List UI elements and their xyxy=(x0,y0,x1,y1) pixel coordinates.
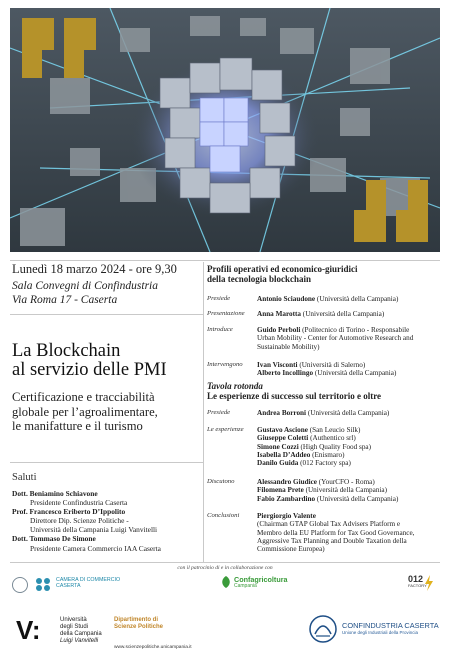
row-label: Introduce xyxy=(207,326,233,333)
event-date: Lunedì 18 marzo 2024 - ore 9,30 xyxy=(12,262,177,276)
event-subtitle xyxy=(12,390,158,434)
subtitle-line-1: Certificazione e tracciabilità xyxy=(12,390,155,404)
list-item xyxy=(257,426,440,434)
saluti-role: Presidente Confindustria Caserta xyxy=(30,498,128,508)
speaker-affiliation: (Università di Salerno) xyxy=(297,361,366,369)
department-logo: Dipartimento di Scienze Politiche xyxy=(114,617,164,630)
subtitle-line-2: globale per l’agroalimentare, xyxy=(12,404,158,419)
saluti-role: Direttore Dip. Scienze Politiche - xyxy=(30,516,129,526)
saluti-name: Dott. Beniamino Schiavone xyxy=(12,489,98,498)
round-table-label: Tavola rotonda xyxy=(207,381,263,391)
speaker-name: Alberto Incollingo xyxy=(257,369,314,378)
list-item xyxy=(257,459,440,467)
speaker-name: Antonio Sciaudone xyxy=(257,295,316,303)
speaker-affiliation: (012 Factory spa) xyxy=(298,459,351,468)
speaker-name: Isabella D’Addeo xyxy=(257,450,311,459)
speaker-affiliation: (San Leucio Silk) xyxy=(307,426,361,434)
vanvitelli-mark: V: xyxy=(16,615,41,645)
patronage-note: con il patrocinio di e in collaborazione con xyxy=(177,565,273,571)
speaker-affiliation: (Politecnico di Torino - Responsabile xyxy=(300,326,410,334)
list-item xyxy=(257,495,440,503)
speaker-affiliation: Aggressive Tax Planning and Double Taxation della xyxy=(257,536,407,545)
close-quote-icon xyxy=(354,178,430,244)
row-label: Presiede xyxy=(207,409,231,416)
organizer-logos xyxy=(10,612,440,660)
speaker-affiliation: (Università della Campania) xyxy=(315,494,399,503)
confindustria-seal-icon xyxy=(308,614,338,644)
speaker-name: Ivan Visconti xyxy=(257,361,298,369)
speaker-name: Piergiorgio Valente xyxy=(257,512,316,520)
top-rule xyxy=(10,260,440,261)
saluti-rule xyxy=(10,462,203,463)
event-title xyxy=(12,342,167,380)
speaker-affiliation: (Università della Campania) xyxy=(303,486,388,495)
speaker-affiliation: Urban Mobility - Center for Automotive Research and xyxy=(257,334,414,343)
row-label: Intervengono xyxy=(207,361,243,368)
speaker-affiliation: (Authentico srl) xyxy=(308,434,356,443)
row-label: Discutono xyxy=(207,478,235,485)
region-seal-icon xyxy=(12,577,28,593)
saluti-role: Università della Campania Luigi Vanvitelli xyxy=(30,525,158,535)
speaker-affiliation: Sustainable Mobility) xyxy=(257,342,320,351)
chamber-commerce-logo: CAMERA DI COMMERCIO CASERTA xyxy=(56,577,121,589)
factory-bolt-icon xyxy=(424,575,434,591)
speaker-affiliation: (Enismaro) xyxy=(310,450,345,459)
round-table-heading xyxy=(207,381,381,401)
list-item xyxy=(257,478,440,486)
patron-logos xyxy=(10,573,440,595)
saluti-list xyxy=(12,489,161,553)
speaker-affiliation: (Chairman GTAP Global Tax Advisers Platform e xyxy=(257,520,401,529)
speaker-affiliation: (Università della Campania) xyxy=(315,295,399,303)
saluti-name: Dott. Tommaso De Simone xyxy=(12,534,96,544)
speaker-affiliation: (YourCFO - Roma) xyxy=(316,478,375,486)
list-item xyxy=(257,443,440,451)
row-label: Presiede xyxy=(207,295,231,302)
program-heading xyxy=(207,264,358,284)
saluti-role: Presidente Camera Commercio IAA Caserta xyxy=(30,543,161,553)
speaker-name: Filomena Prete xyxy=(257,486,304,495)
venue-name: Sala Convegni di Confindustria xyxy=(12,280,158,292)
speaker-affiliation: (Università della Campania) xyxy=(306,409,390,417)
speaker-name: Andrea Borroni xyxy=(257,409,307,417)
venue-address: Via Roma 17 - Caserta xyxy=(12,294,118,306)
vanvitelli-logo: Università degli Studi della Campania Luigi Vanvitelli xyxy=(60,617,102,644)
speaker-name: Guido Perboli xyxy=(257,326,301,334)
speaker-name: Simone Cozzi xyxy=(257,442,299,451)
speaker-name: Gustavo Ascione xyxy=(257,426,308,434)
speaker-name: Danilo Guida xyxy=(257,459,299,468)
confindustria-logo: CONFINDUSTRIA CASERTA Unione degli Industriali della Provincia xyxy=(342,621,439,635)
confagricoltura-icon xyxy=(220,575,232,589)
list-item xyxy=(257,486,440,494)
speaker-name: Alessandro Giudice xyxy=(257,478,317,486)
list-item xyxy=(257,451,440,459)
open-quote-icon xyxy=(20,16,98,80)
speaker-affiliation: (Università della Campania) xyxy=(313,369,397,378)
chamber-commerce-icon xyxy=(34,576,52,592)
speaker-affiliation: (High Quality Food spa) xyxy=(298,442,372,451)
list-item xyxy=(257,434,440,442)
factory-logo: 012 FACTORY xyxy=(408,574,427,588)
speaker-name: Giuseppe Coletti xyxy=(257,434,309,443)
department-url: www.scienzepolitiche.unicampania.it xyxy=(114,645,192,650)
subtitle-line-3: le manifatture e il turismo xyxy=(12,419,143,433)
speaker-affiliation: (Università della Campania) xyxy=(301,310,385,318)
hero-blockchain-image xyxy=(10,8,440,252)
speaker-name: Fabio Zambardino xyxy=(257,494,316,503)
event-venue xyxy=(12,279,158,307)
row-label: Le esperienze xyxy=(207,426,244,433)
title-line-2: al servizio delle PMI xyxy=(12,360,167,380)
confagricoltura-logo: Confagricoltura Campania xyxy=(234,575,288,589)
row-label: Presentazione xyxy=(207,310,245,317)
saluti-name: Prof. Francesco Eriberto D’Ippolito xyxy=(12,507,126,517)
row-label: Conclusioni xyxy=(207,512,240,519)
title-line-1: La Blockchain xyxy=(12,341,121,361)
program-heading-line-2: della tecnologia blockchain xyxy=(207,274,312,284)
speaker-affiliation: Membro della EU Platform for Tax Good Governance, xyxy=(257,528,415,537)
bottom-rule xyxy=(10,562,440,563)
column-divider xyxy=(203,262,204,562)
venue-rule xyxy=(10,314,203,315)
saluti-heading: Saluti xyxy=(12,472,37,483)
speaker-name: Anna Marotta xyxy=(257,310,301,318)
round-table-title: Le esperienze di successo sul territorio e oltre xyxy=(207,391,382,401)
program-heading-line-1: Profili operativi ed economico-giuridici xyxy=(207,264,358,274)
speaker-affiliation: Commissione Europea) xyxy=(257,545,325,554)
